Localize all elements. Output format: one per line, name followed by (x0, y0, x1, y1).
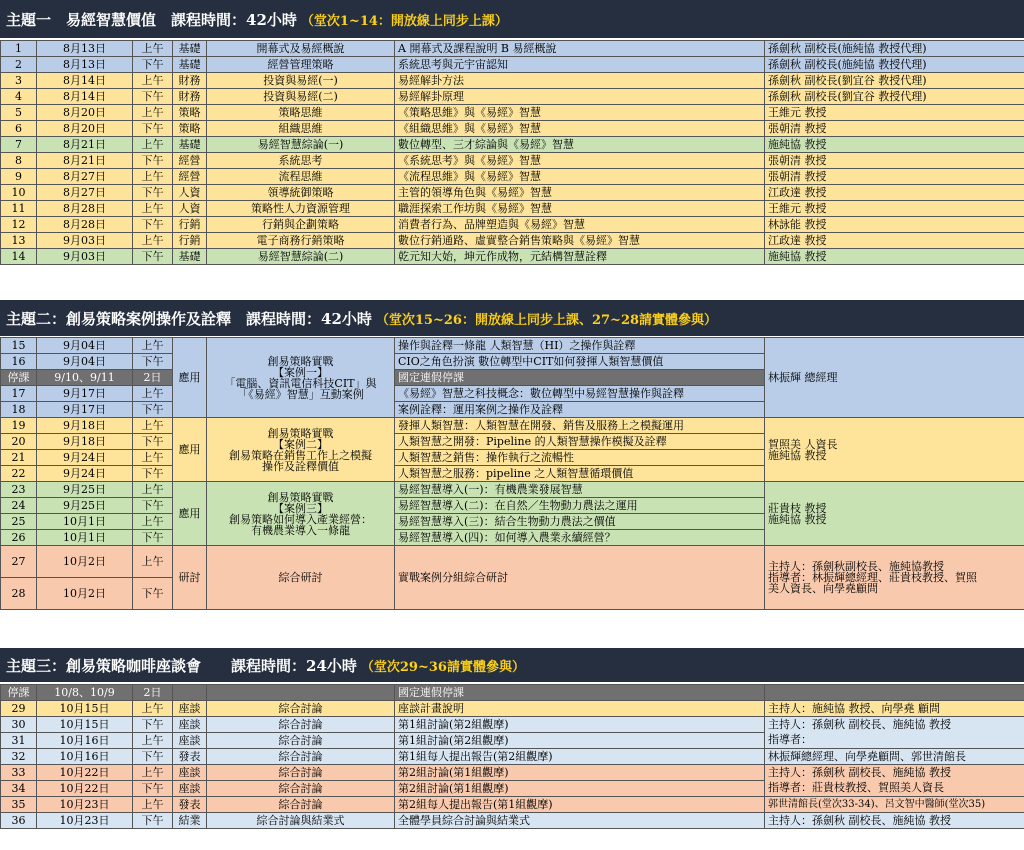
session-teacher: 林振輝總經理、向學堯顧問、郭世清館長 (765, 749, 1024, 765)
session-date: 8月14日 (37, 73, 133, 89)
session-content: 消費者行為、品牌塑造與《易經》智慧 (395, 217, 765, 233)
session-date: 9月04日 (37, 354, 133, 370)
session-teacher: 林詠能 教授 (765, 217, 1024, 233)
session-time: 下午 (133, 434, 173, 450)
session-teacher: 王維元 教授 (765, 201, 1024, 217)
session-number: 6 (1, 121, 37, 137)
session-number: 23 (1, 482, 37, 498)
session-category: 結業 (173, 813, 207, 829)
table-row (1, 546, 1024, 578)
case-b-course (207, 418, 395, 482)
session-teacher: 孫劍秋 副校長(施純協 教授代理) (765, 41, 1024, 57)
session-content: 主管的領導角色與《易經》智慧 (395, 185, 765, 201)
session-time: 上午 (133, 338, 173, 354)
session-time: 下午 (133, 121, 173, 137)
session-time: 2日 (133, 370, 173, 386)
session-course: 綜合討論 (207, 717, 395, 733)
table-row (1, 185, 1024, 201)
case-b-teacher (765, 418, 1024, 482)
session-category: 應用 (173, 418, 207, 482)
session-date: 9月25日 (37, 498, 133, 514)
session-content: 《組織思維》與《易經》智慧 (395, 121, 765, 137)
group1-teacher-line: 主持人：孫劍秋 副校長、施純協 教授 (768, 717, 951, 731)
session-date: 9月03日 (37, 233, 133, 249)
session-time: 上午 (133, 797, 173, 813)
session-content: 國定連假停課 (395, 370, 765, 386)
session-time: 上午 (133, 450, 173, 466)
session-category: 財務 (173, 89, 207, 105)
session-date: 10月1日 (37, 530, 133, 546)
table-row (1, 482, 1024, 498)
session-category: 人資 (173, 201, 207, 217)
case-c-course-line: 創易策略實戰 (267, 490, 334, 504)
session-date: 9月24日 (37, 466, 133, 482)
session-category: 座談 (173, 781, 207, 797)
session-number: 28 (1, 578, 37, 610)
session-content: 人類智慧之開發：Pipeline 的人類智慧操作模擬及詮釋 (395, 434, 765, 450)
case-c-course-line: 創易策略如何導入產業經營： (229, 512, 372, 526)
session-number: 26 (1, 530, 37, 546)
session-date: 8月28日 (37, 201, 133, 217)
session-category: 研討 (173, 546, 207, 610)
table-row (1, 701, 1024, 717)
table-row (1, 121, 1024, 137)
session-time: 下午 (133, 498, 173, 514)
session-course: 綜合討論與結業式 (207, 813, 395, 829)
session-number: 15 (1, 338, 37, 354)
session-time: 下午 (133, 578, 173, 610)
session-category: 座談 (173, 701, 207, 717)
session-date: 8月20日 (37, 105, 133, 121)
table-row (1, 233, 1024, 249)
session-time: 上午 (133, 105, 173, 121)
session-teacher: 施純協 教授 (765, 249, 1024, 265)
session-course: 綜合討論 (207, 765, 395, 781)
case-b-teacher-line: 施純協 教授 (768, 448, 827, 462)
table-row (1, 169, 1024, 185)
theme1-table (0, 40, 1024, 265)
table-row (1, 41, 1024, 57)
session-date: 10月23日 (37, 797, 133, 813)
session-category: 人資 (173, 185, 207, 201)
theme2-title: 主題二：創易策略案例操作及詮釋 課程時間：42小時 (6, 309, 372, 328)
session-course: 經營管理策略 (207, 57, 395, 73)
table-row (1, 89, 1024, 105)
session-number: 29 (1, 701, 37, 717)
case-a-course-line: 【案例一】 (273, 365, 328, 379)
case-c-teacher (765, 482, 1024, 546)
session-date: 9月17日 (37, 386, 133, 402)
session-number: 10 (1, 185, 37, 201)
session-date: 9月24日 (37, 450, 133, 466)
session-course: 投資與易經(一) (207, 73, 395, 89)
table-row (1, 338, 1024, 354)
session-number: 9 (1, 169, 37, 185)
session-content: 國定連假停課 (395, 685, 765, 701)
session-time: 上午 (133, 169, 173, 185)
session-number: 14 (1, 249, 37, 265)
session-course: 易經智慧綜論(二) (207, 249, 395, 265)
session-teacher: 郭世清館長(堂次33-34)、呂文智中醫師(堂次35) (765, 797, 1024, 813)
seminar-teacher (765, 546, 1024, 610)
session-category: 基礎 (173, 41, 207, 57)
session-number: 18 (1, 402, 37, 418)
theme3-table (0, 684, 1024, 829)
session-teacher: 王維元 教授 (765, 105, 1024, 121)
session-content: 人類智慧之服務：pipeline 之人類智慧循環價值 (395, 466, 765, 482)
session-time: 上午 (133, 482, 173, 498)
session-number: 13 (1, 233, 37, 249)
session-number: 5 (1, 105, 37, 121)
session-content: 《流程思維》與《易經》智慧 (395, 169, 765, 185)
case-b-teacher-line: 賀照美 人資長 (768, 437, 838, 451)
case-b-course-line: 創易策略實戰 (267, 426, 334, 440)
session-course: 開幕式及易經概說 (207, 41, 395, 57)
table-row (1, 797, 1024, 813)
session-category: 應用 (173, 338, 207, 418)
session-content: 案例詮釋：運用案例之操作及詮釋 (395, 402, 765, 418)
session-date: 10月2日 (37, 546, 133, 578)
session-date: 8月13日 (37, 57, 133, 73)
session-category: 行銷 (173, 217, 207, 233)
theme2-table (0, 337, 1024, 610)
session-category: 行銷 (173, 233, 207, 249)
session-date: 8月13日 (37, 41, 133, 57)
session-course: 行銷與企劃策略 (207, 217, 395, 233)
session-number: 34 (1, 781, 37, 797)
table-row (1, 105, 1024, 121)
session-time: 下午 (133, 185, 173, 201)
session-teacher: 張朝清 教授 (765, 153, 1024, 169)
session-number: 31 (1, 733, 37, 749)
session-time: 下午 (133, 57, 173, 73)
seminar-teacher-line: 美人資長、向學堯顧問 (768, 582, 878, 595)
theme2-header (0, 300, 1024, 336)
case-c-teacher-line: 施純協 教授 (768, 512, 827, 526)
session-course: 策略思維 (207, 105, 395, 121)
session-time: 上午 (133, 733, 173, 749)
session-category: 經營 (173, 169, 207, 185)
table-row (1, 813, 1024, 829)
session-date: 8月21日 (37, 137, 133, 153)
session-number: 停課 (1, 370, 37, 386)
session-course: 綜合討論 (207, 701, 395, 717)
session-time: 上午 (133, 137, 173, 153)
session-content: 第2組討論(第1組觀摩) (395, 765, 765, 781)
session-content: 易經智慧導入(一)：有機農業發展智慧 (395, 482, 765, 498)
session-content: 第2組討論(第1組觀摩) (395, 781, 765, 797)
session-number: 16 (1, 354, 37, 370)
session-teacher (765, 685, 1024, 701)
session-course: 綜合研討 (207, 546, 395, 610)
table-row (1, 765, 1024, 781)
session-teacher: 主持人：孫劍秋 副校長、施純協 教授 (765, 813, 1024, 829)
session-content: 《策略思維》與《易經》智慧 (395, 105, 765, 121)
session-course: 綜合討論 (207, 749, 395, 765)
session-number: 24 (1, 498, 37, 514)
session-category: 座談 (173, 717, 207, 733)
session-category (173, 685, 207, 701)
session-teacher: 孫劍秋 副校長(施純協 教授代理) (765, 57, 1024, 73)
session-number: 32 (1, 749, 37, 765)
session-course: 綜合討論 (207, 733, 395, 749)
session-date: 8月27日 (37, 185, 133, 201)
session-date: 9月04日 (37, 338, 133, 354)
session-content: 第1組每人提出報告(第2組觀摩) (395, 749, 765, 765)
seminar-teacher-line: 主持人：孫劍秋副校長、施純協教授 (768, 560, 944, 573)
session-date: 8月27日 (37, 169, 133, 185)
session-content: 系統思考與元宇宙認知 (395, 57, 765, 73)
session-time: 上午 (133, 73, 173, 89)
session-number: 12 (1, 217, 37, 233)
session-category: 發表 (173, 749, 207, 765)
session-number: 停課 (1, 685, 37, 701)
session-course: 投資與易經(二) (207, 89, 395, 105)
session-course: 流程思維 (207, 169, 395, 185)
case-a-course-line: 創易策略實戰 (267, 354, 334, 368)
session-course: 易經智慧綜論(一) (207, 137, 395, 153)
seminar-teacher-line: 指導者：林振輝總經理、莊貴枝教授、賀照 (768, 571, 977, 584)
session-category: 應用 (173, 482, 207, 546)
session-time: 下午 (133, 813, 173, 829)
session-course: 領導統御策略 (207, 185, 395, 201)
session-category: 經營 (173, 153, 207, 169)
session-content: 第1組討論(第2組觀摩) (395, 733, 765, 749)
session-date: 10月15日 (37, 701, 133, 717)
session-category: 基礎 (173, 57, 207, 73)
table-row (1, 717, 1024, 733)
session-content: 易經智慧導入(四)：如何導入農業永續經營？ (395, 530, 765, 546)
session-content: 職涯探索工作坊與《易經》智慧 (395, 201, 765, 217)
session-date: 10月16日 (37, 749, 133, 765)
case-c-course-line: 有機農業導入一條龍 (251, 523, 350, 537)
session-number: 11 (1, 201, 37, 217)
table-row (1, 749, 1024, 765)
session-date: 9月25日 (37, 482, 133, 498)
session-category: 策略 (173, 105, 207, 121)
session-content: 易經智慧導入(三)：結合生物動力農法之價值 (395, 514, 765, 530)
session-time: 下午 (133, 89, 173, 105)
session-category: 基礎 (173, 137, 207, 153)
session-number: 22 (1, 466, 37, 482)
case-a-course-line: 「電腦、資訊電信科技CIT」與 (224, 376, 377, 390)
session-content: 第2組每人提出報告(第1組觀摩) (395, 797, 765, 813)
theme3-title: 主題三：創易策略咖啡座談會 課程時間：24小時 (6, 656, 357, 675)
session-time: 下午 (133, 354, 173, 370)
holiday-row (1, 685, 1024, 701)
case-b-course-line: 操作及詮釋價值 (262, 459, 339, 473)
session-content: 數位轉型、三才綜論與《易經》智慧 (395, 137, 765, 153)
session-course: 綜合討論 (207, 797, 395, 813)
session-content: 發揮人類智慧：人類智慧在開發、銷售及服務上之模擬運用 (395, 418, 765, 434)
session-time: 下午 (133, 717, 173, 733)
case-c-teacher-line: 莊貴枝 教授 (768, 501, 827, 515)
session-time: 上午 (133, 233, 173, 249)
theme3-highlight: （堂次29~36請實體參與） (360, 659, 525, 675)
table-row (1, 73, 1024, 89)
session-category: 座談 (173, 765, 207, 781)
session-teacher: 江政達 教授 (765, 185, 1024, 201)
session-number: 17 (1, 386, 37, 402)
session-teacher: 張朝清 教授 (765, 169, 1024, 185)
session-date: 9月03日 (37, 249, 133, 265)
session-date: 9月18日 (37, 418, 133, 434)
session-date: 10月16日 (37, 733, 133, 749)
session-date: 10/8、10/9 (37, 685, 133, 701)
theme1-title: 主題一 易經智慧價值 課程時間：42小時 (6, 10, 297, 29)
session-time: 下午 (133, 466, 173, 482)
group1-teacher (765, 717, 1024, 749)
session-category: 策略 (173, 121, 207, 137)
session-time: 下午 (133, 217, 173, 233)
table-row (1, 57, 1024, 73)
case-a-teacher: 林振輝 總經理 (765, 338, 1024, 418)
session-date: 8月14日 (37, 89, 133, 105)
session-time: 2日 (133, 685, 173, 701)
session-number: 19 (1, 418, 37, 434)
session-time: 下午 (133, 749, 173, 765)
session-category: 基礎 (173, 249, 207, 265)
session-date: 9月18日 (37, 434, 133, 450)
case-a-course (207, 338, 395, 418)
session-content: 易經解卦原理 (395, 89, 765, 105)
session-content: 全體學員綜合討論與結業式 (395, 813, 765, 829)
session-teacher: 施純協 教授 (765, 137, 1024, 153)
session-date: 9月17日 (37, 402, 133, 418)
session-number: 1 (1, 41, 37, 57)
session-time: 下午 (133, 249, 173, 265)
session-time: 下午 (133, 530, 173, 546)
session-content: 易經智慧導入(二)：在自然／生物動力農法之運用 (395, 498, 765, 514)
table-row (1, 137, 1024, 153)
session-time: 上午 (133, 201, 173, 217)
case-b-course-line: 創易策略在銷售工作上之模擬 (229, 448, 372, 462)
theme1-header (0, 0, 1024, 38)
session-content: 《系統思考》與《易經》智慧 (395, 153, 765, 169)
session-category: 發表 (173, 797, 207, 813)
theme1-highlight: （堂次1~14：開放線上同步上課） (300, 13, 508, 29)
session-teacher: 江政達 教授 (765, 233, 1024, 249)
table-row (1, 153, 1024, 169)
session-time: 上午 (133, 514, 173, 530)
session-course: 系統思考 (207, 153, 395, 169)
session-number: 20 (1, 434, 37, 450)
group2-teacher-line: 指導者：莊貴枝教授、賀照美人資長 (768, 780, 944, 794)
session-number: 4 (1, 89, 37, 105)
table-row (1, 249, 1024, 265)
session-category: 財務 (173, 73, 207, 89)
session-content: 座談計畫說明 (395, 701, 765, 717)
session-content: 《易經》智慧之科技概念：數位轉型中易經智慧操作與詮釋 (395, 386, 765, 402)
group2-teacher (765, 765, 1024, 797)
session-content: 乾元知大始，坤元作成物，元結構智慧詮釋 (395, 249, 765, 265)
session-date: 10月22日 (37, 781, 133, 797)
session-number: 21 (1, 450, 37, 466)
session-date: 10月22日 (37, 765, 133, 781)
session-number: 35 (1, 797, 37, 813)
session-course: 電子商務行銷策略 (207, 233, 395, 249)
session-course: 策略性人力資源管理 (207, 201, 395, 217)
session-teacher: 孫劍秋 副校長(劉宜谷 教授代理) (765, 73, 1024, 89)
session-date: 10月2日 (37, 578, 133, 610)
session-course (207, 685, 395, 701)
session-number: 8 (1, 153, 37, 169)
table-row (1, 201, 1024, 217)
session-number: 7 (1, 137, 37, 153)
session-time: 上午 (133, 41, 173, 57)
session-number: 30 (1, 717, 37, 733)
session-time: 下午 (133, 402, 173, 418)
table-row (1, 418, 1024, 434)
session-time: 上午 (133, 701, 173, 717)
session-time: 上午 (133, 546, 173, 578)
session-course: 綜合討論 (207, 781, 395, 797)
session-time: 下午 (133, 781, 173, 797)
session-date: 8月20日 (37, 121, 133, 137)
session-date: 10月1日 (37, 514, 133, 530)
session-content: 人類智慧之銷售：操作執行之流暢性 (395, 450, 765, 466)
session-date: 10月23日 (37, 813, 133, 829)
session-number: 2 (1, 57, 37, 73)
session-date: 8月21日 (37, 153, 133, 169)
session-teacher: 張朝清 教授 (765, 121, 1024, 137)
session-time: 下午 (133, 153, 173, 169)
session-teacher: 孫劍秋 副校長(劉宜谷 教授代理) (765, 89, 1024, 105)
case-c-course-line: 【案例三】 (273, 501, 328, 515)
session-content: 第1組討論(第2組觀摩) (395, 717, 765, 733)
session-teacher: 主持人：施純協 教授、向學堯 顧問 (765, 701, 1024, 717)
session-number: 25 (1, 514, 37, 530)
case-b-course-line: 【案例二】 (273, 437, 328, 451)
session-number: 27 (1, 546, 37, 578)
case-a-course-line: 「《易經》智慧」互動案例 (237, 387, 364, 401)
group2-teacher-line: 主持人：孫劍秋 副校長、施純協 教授 (768, 765, 951, 779)
session-number: 33 (1, 765, 37, 781)
session-content: 易經解卦方法 (395, 73, 765, 89)
session-number: 36 (1, 813, 37, 829)
session-time: 上午 (133, 765, 173, 781)
session-content: 操作與詮釋一條龍 人類智慧（HI）之操作與詮釋 (395, 338, 765, 354)
session-time: 上午 (133, 386, 173, 402)
case-c-course (207, 482, 395, 546)
session-content: CIO之角色扮演 數位轉型中CIT如何發揮人類智慧價值 (395, 354, 765, 370)
session-content: 實戰案例分組綜合研討 (395, 546, 765, 610)
session-date: 8月28日 (37, 217, 133, 233)
session-date: 9/10、9/11 (37, 370, 133, 386)
session-course: 組織思維 (207, 121, 395, 137)
session-category: 座談 (173, 733, 207, 749)
theme3-header (0, 648, 1024, 682)
table-row (1, 217, 1024, 233)
session-content: 數位行銷通路、虛實整合銷售策略與《易經》智慧 (395, 233, 765, 249)
session-date: 10月15日 (37, 717, 133, 733)
theme2-highlight: （堂次15~26：開放線上同步上課、27~28請實體參與） (375, 312, 718, 328)
group1-teacher-line: 指導者： (768, 732, 812, 746)
session-number: 3 (1, 73, 37, 89)
session-time: 上午 (133, 418, 173, 434)
session-content: A 開幕式及課程說明 B 易經概說 (395, 41, 765, 57)
